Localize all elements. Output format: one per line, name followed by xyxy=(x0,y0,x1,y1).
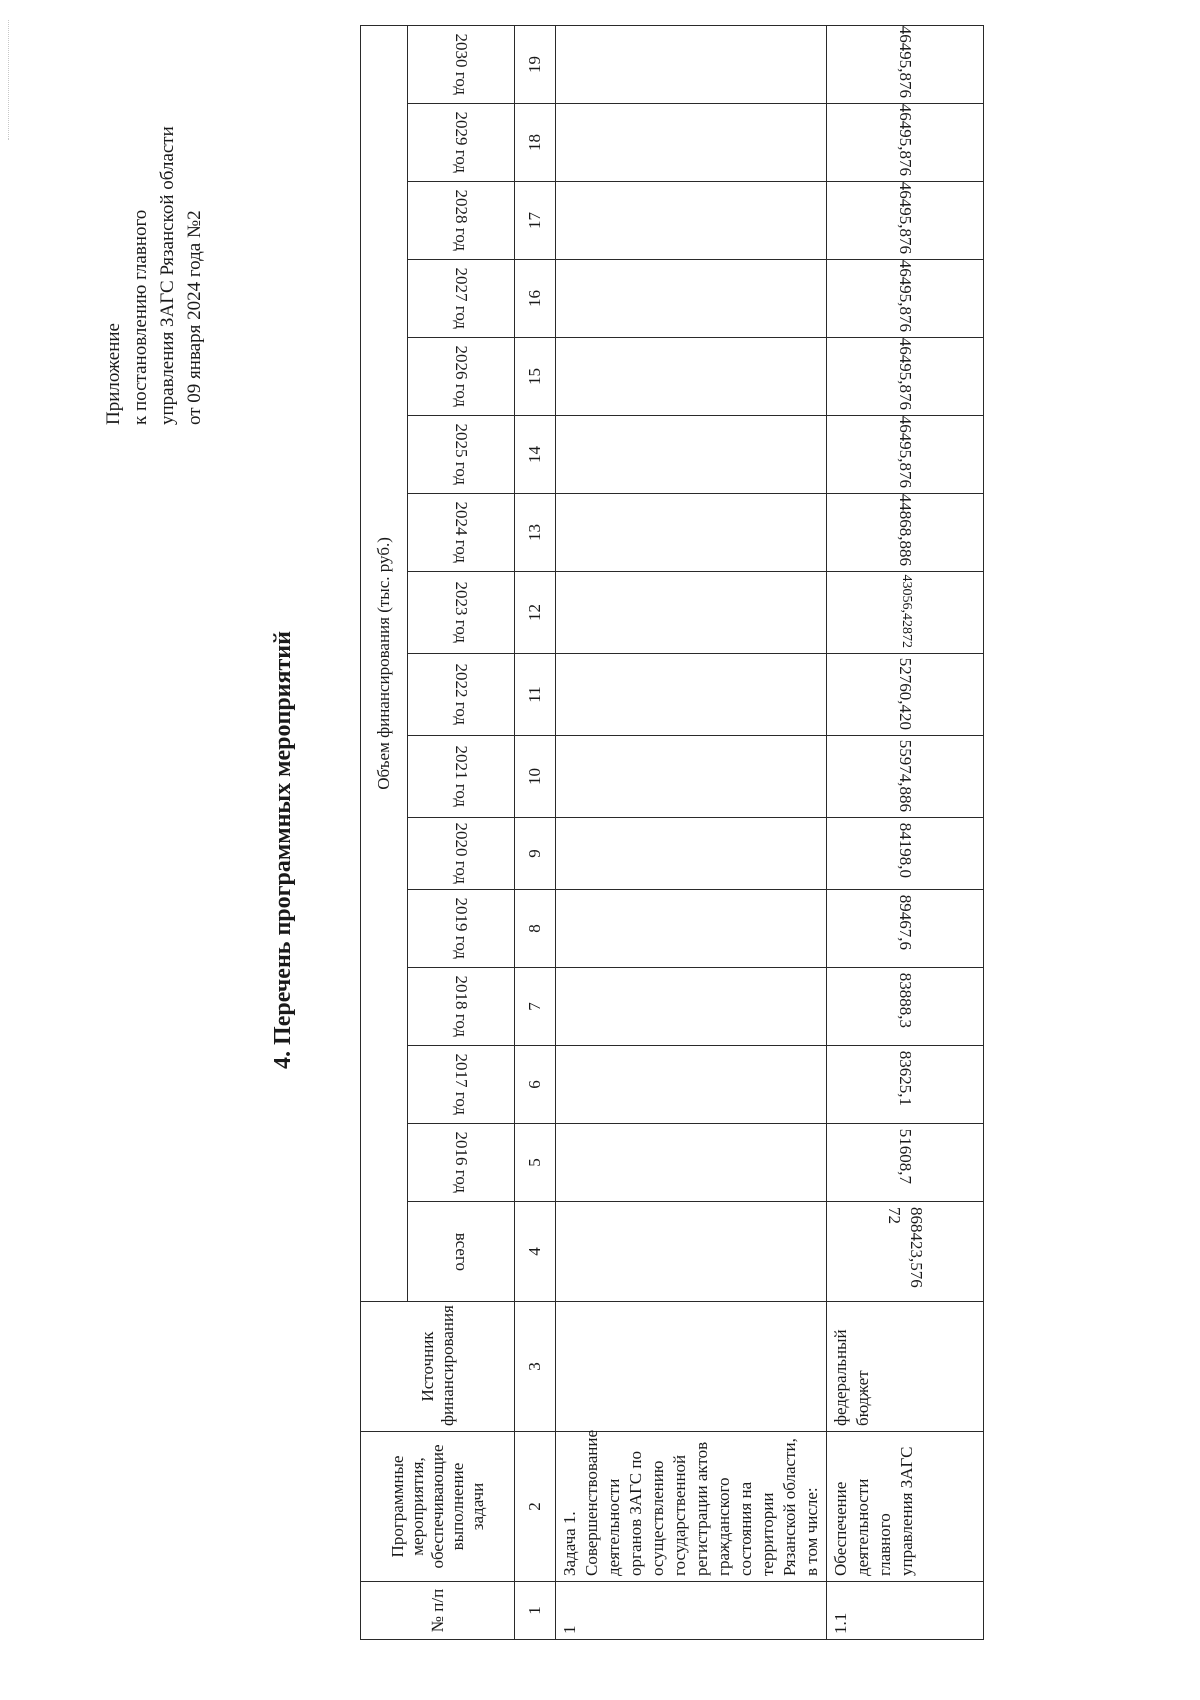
row-value xyxy=(827,25,984,103)
header-source: Источник финансирования xyxy=(361,1302,515,1432)
row-value xyxy=(556,104,827,182)
value-label: 43056,42872 xyxy=(899,574,914,648)
value-label: 46495,876 xyxy=(896,181,915,254)
header-year xyxy=(408,494,515,572)
value-label: 84198,0 xyxy=(896,823,915,879)
column-number: 15 xyxy=(515,338,556,416)
column-number: 17 xyxy=(515,182,556,260)
row-value xyxy=(827,182,984,260)
row-value xyxy=(556,890,827,968)
column-number: 11 xyxy=(515,654,556,736)
row-value xyxy=(827,1124,984,1202)
column-number: 3 xyxy=(515,1302,556,1432)
year-label: 2025 год xyxy=(452,423,471,486)
table-row-task-1 xyxy=(556,25,827,1639)
value-label: 83888,3 xyxy=(896,973,915,1029)
column-number: 1 xyxy=(515,1582,556,1640)
column-number: 18 xyxy=(515,104,556,182)
column-number: 13 xyxy=(515,494,556,572)
column-number: 10 xyxy=(515,736,556,818)
appendix-line: управления ЗАГС Рязанской области xyxy=(157,126,178,425)
header-year xyxy=(408,104,515,182)
row-total-value: 868423,57672 xyxy=(885,1207,926,1288)
year-label: 2024 год xyxy=(452,501,471,564)
header-total xyxy=(408,1202,515,1302)
row-total xyxy=(827,1202,984,1302)
row-total xyxy=(556,1202,827,1302)
row-source: федеральный бюджет xyxy=(827,1302,984,1432)
header-year xyxy=(408,182,515,260)
header-year xyxy=(408,968,515,1046)
year-label: 2020 год xyxy=(452,822,471,884)
appendix-block xyxy=(100,126,208,425)
row-value xyxy=(827,654,984,736)
row-value xyxy=(556,654,827,736)
row-activity: Задача 1. Совершенствование деятельности органов ЗАГС по осуществлению государственной регистрации актов гражданского состояния на территории Рязанской области, в том числе: xyxy=(556,1432,827,1582)
row-value xyxy=(556,1046,827,1124)
row-value xyxy=(556,818,827,890)
value-label: 46495,876 xyxy=(896,337,915,410)
row-source xyxy=(556,1302,827,1432)
value-label: 46495,876 xyxy=(896,103,915,176)
row-value xyxy=(827,494,984,572)
year-label: 2022 год xyxy=(452,663,471,726)
header-volume: Объем финансирования (тыс. руб.) xyxy=(361,25,408,1301)
column-number: 8 xyxy=(515,890,556,968)
appendix-line: к постановлению главного xyxy=(130,209,151,425)
header-year xyxy=(408,572,515,654)
column-number: 19 xyxy=(515,25,556,103)
row-value xyxy=(827,260,984,338)
header-activities: Программные мероприятия, обеспечивающие выполнение задачи xyxy=(361,1432,515,1582)
year-label: 2027 год xyxy=(452,267,471,330)
row-value xyxy=(827,416,984,494)
row-value xyxy=(556,736,827,818)
column-number: 2 xyxy=(515,1432,556,1582)
header-year xyxy=(408,818,515,890)
header-year xyxy=(408,25,515,103)
value-label: 89467,6 xyxy=(896,895,915,951)
header-total-label: всего xyxy=(452,1232,471,1271)
column-number: 14 xyxy=(515,416,556,494)
document-title: 4. Перечень программных мероприятий xyxy=(270,631,296,1069)
column-number: 5 xyxy=(515,1124,556,1202)
header-year xyxy=(408,654,515,736)
header-year xyxy=(408,1046,515,1124)
column-number: 4 xyxy=(515,1202,556,1302)
header-year xyxy=(408,890,515,968)
year-label: 2023 год xyxy=(452,581,471,644)
header-row xyxy=(361,25,408,1639)
row-value xyxy=(827,572,984,654)
year-label: 2019 год xyxy=(452,897,471,960)
year-label: 2021 год xyxy=(452,745,471,808)
row-value xyxy=(827,890,984,968)
row-value xyxy=(556,338,827,416)
row-value xyxy=(556,572,827,654)
value-label: 55974,886 xyxy=(896,739,915,812)
row-num: 1 xyxy=(556,1582,827,1640)
row-value xyxy=(556,968,827,1046)
year-label: 2030 год xyxy=(452,33,471,96)
table-row-1-1 xyxy=(827,25,984,1639)
value-label: 44868,886 xyxy=(896,493,915,566)
header-year xyxy=(408,736,515,818)
column-number: 7 xyxy=(515,968,556,1046)
appendix-line: от 09 января 2024 года №2 xyxy=(184,210,205,425)
value-label: 46495,876 xyxy=(896,25,915,98)
row-value xyxy=(827,1046,984,1124)
column-number: 6 xyxy=(515,1046,556,1124)
row-value xyxy=(556,182,827,260)
column-number-row xyxy=(515,25,556,1639)
header-num: № п/п xyxy=(361,1582,515,1640)
row-value xyxy=(556,416,827,494)
value-label: 52760,420 xyxy=(896,657,915,730)
row-activity: Обеспечение деятельности главного управления ЗАГС xyxy=(827,1432,984,1582)
year-label: 2016 год xyxy=(452,1131,471,1194)
appendix-line: Приложение xyxy=(103,323,124,425)
row-value xyxy=(827,736,984,818)
header-year xyxy=(408,260,515,338)
row-value xyxy=(556,1124,827,1202)
row-value xyxy=(556,260,827,338)
row-value xyxy=(827,818,984,890)
column-number: 16 xyxy=(515,260,556,338)
value-label: 51608,7 xyxy=(896,1129,915,1185)
row-value xyxy=(556,25,827,103)
row-value xyxy=(827,104,984,182)
row-value xyxy=(827,338,984,416)
header-year xyxy=(408,338,515,416)
value-label: 46495,876 xyxy=(896,415,915,488)
row-value xyxy=(556,494,827,572)
year-label: 2028 год xyxy=(452,189,471,252)
row-value xyxy=(827,968,984,1046)
row-num: 1.1 xyxy=(827,1582,984,1640)
year-label: 2017 год xyxy=(452,1053,471,1116)
value-label: 46495,876 xyxy=(896,259,915,332)
year-label: 2018 год xyxy=(452,975,471,1038)
column-number: 9 xyxy=(515,818,556,890)
header-year xyxy=(408,1124,515,1202)
year-label: 2029 год xyxy=(452,111,471,174)
value-label: 83625,1 xyxy=(896,1051,915,1107)
header-year xyxy=(408,416,515,494)
scan-mark xyxy=(8,20,17,140)
activities-table xyxy=(360,25,984,1640)
year-label: 2026 год xyxy=(452,345,471,408)
column-number: 12 xyxy=(515,572,556,654)
